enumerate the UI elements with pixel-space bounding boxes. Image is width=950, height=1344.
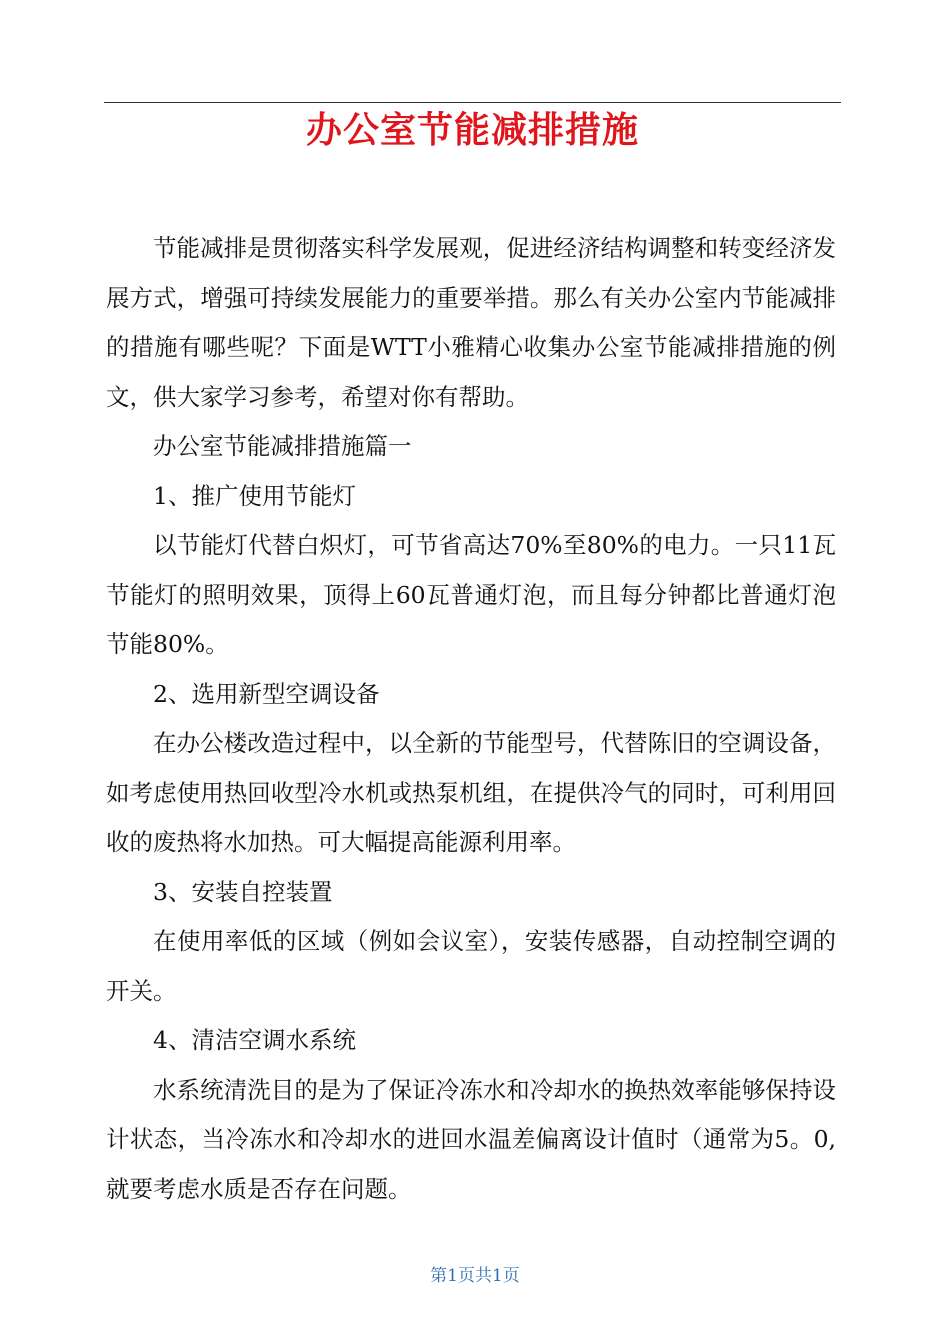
document-body [106, 224, 836, 1214]
intro-paragraph: 节能减排是贯彻落实科学发展观，促进经济结构调整和转变经济发展方式，增强可持续发展能力的重要举措。那么有关办公室内节能减排的措施有哪些呢？下面是WTT小雅精心收集办公室节能减排措施的例文，供大家学习参考，希望对你有帮助。 [106, 234, 836, 411]
item-heading-2: 2、选用新型空调设备 [153, 679, 380, 708]
document-title: 办公室节能减排措施 [305, 110, 639, 151]
item-text-4: 水系统清洗目的是为了保证冷冻水和冷却水的换热效率能够保持设计状态，当冷冻水和冷却水的进回水温差偏离设计值时（通常为5。0,就要考虑水质是否存在问题。 [106, 1075, 836, 1203]
page-footer: 第1页共1页 [430, 1266, 520, 1286]
item-heading-1: 1、推广使用节能灯 [153, 481, 356, 510]
item-text-1: 以节能灯代替白炽灯，可节省高达70%至80%的电力。一只11瓦节能灯的照明效果，顶得上60瓦普通灯泡，而且每分钟都比普通灯泡节能80%。 [106, 531, 836, 658]
item-text-2: 在办公楼改造过程中，以全新的节能型号，代替陈旧的空调设备，如考虑使用热回收型冷水机或热泵机组，在提供冷气的同时，可利用回收的废热将水加热。可大幅提高能源利用率。 [106, 729, 836, 856]
header-divider [104, 102, 841, 103]
item-heading-4: 4、清洁空调水系统 [153, 1026, 356, 1054]
item-heading-3: 3、安装自控装置 [153, 877, 333, 906]
item-text-3: 在使用率低的区域（例如会议室），安装传感器，自动控制空调的开关。 [106, 927, 836, 1005]
section-heading: 办公室节能减排措施篇一 [153, 432, 412, 460]
